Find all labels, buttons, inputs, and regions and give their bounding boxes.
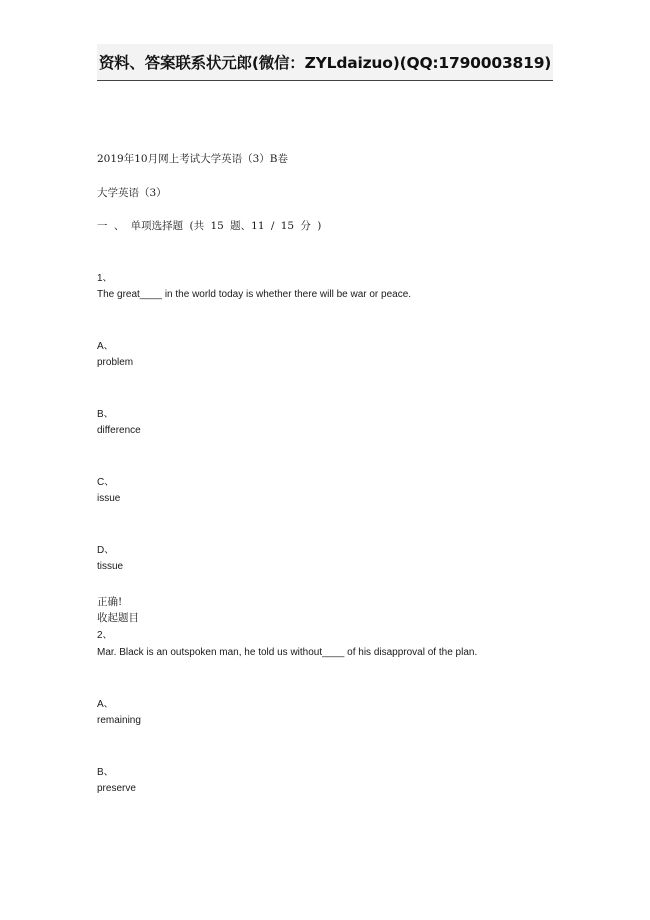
question-number: 1、 (97, 273, 113, 284)
option-letter: A、 (97, 699, 114, 710)
collapse-question-link[interactable]: 收起题目 (97, 612, 139, 624)
option-letter: B、 (97, 409, 114, 420)
watermark-banner (97, 44, 553, 81)
option-text: problem (97, 357, 134, 368)
question-number: 2、 (97, 630, 113, 641)
exam-title: 2019年10月网上考试大学英语（3）B卷 (97, 153, 288, 165)
option-letter: C、 (97, 477, 115, 488)
course-name: 大学英语（3） (97, 187, 167, 199)
option-text: remaining (97, 715, 141, 726)
option-letter: B、 (97, 767, 114, 778)
option-letter: A、 (97, 341, 114, 352)
section-heading: 一 、 单项选择题 (共 15 题、11 / 15 分 ) (97, 220, 322, 232)
option-text: tissue (97, 561, 124, 572)
question-stem: The great____ in the world today is whether there will be war or peace. (97, 289, 412, 300)
option-text: preserve (97, 783, 136, 794)
option-text: issue (97, 493, 121, 504)
banner-text: 资料、答案联系状元郎(微信：ZYLdaizuo)(QQ:1790003819) (98, 54, 552, 72)
option-letter: D、 (97, 545, 115, 556)
question-stem: Mar. Black is an outspoken man, he told us without____ of his disapproval of the plan. (97, 647, 478, 658)
answer-result: 正确! (97, 596, 123, 608)
option-text: difference (97, 425, 141, 436)
